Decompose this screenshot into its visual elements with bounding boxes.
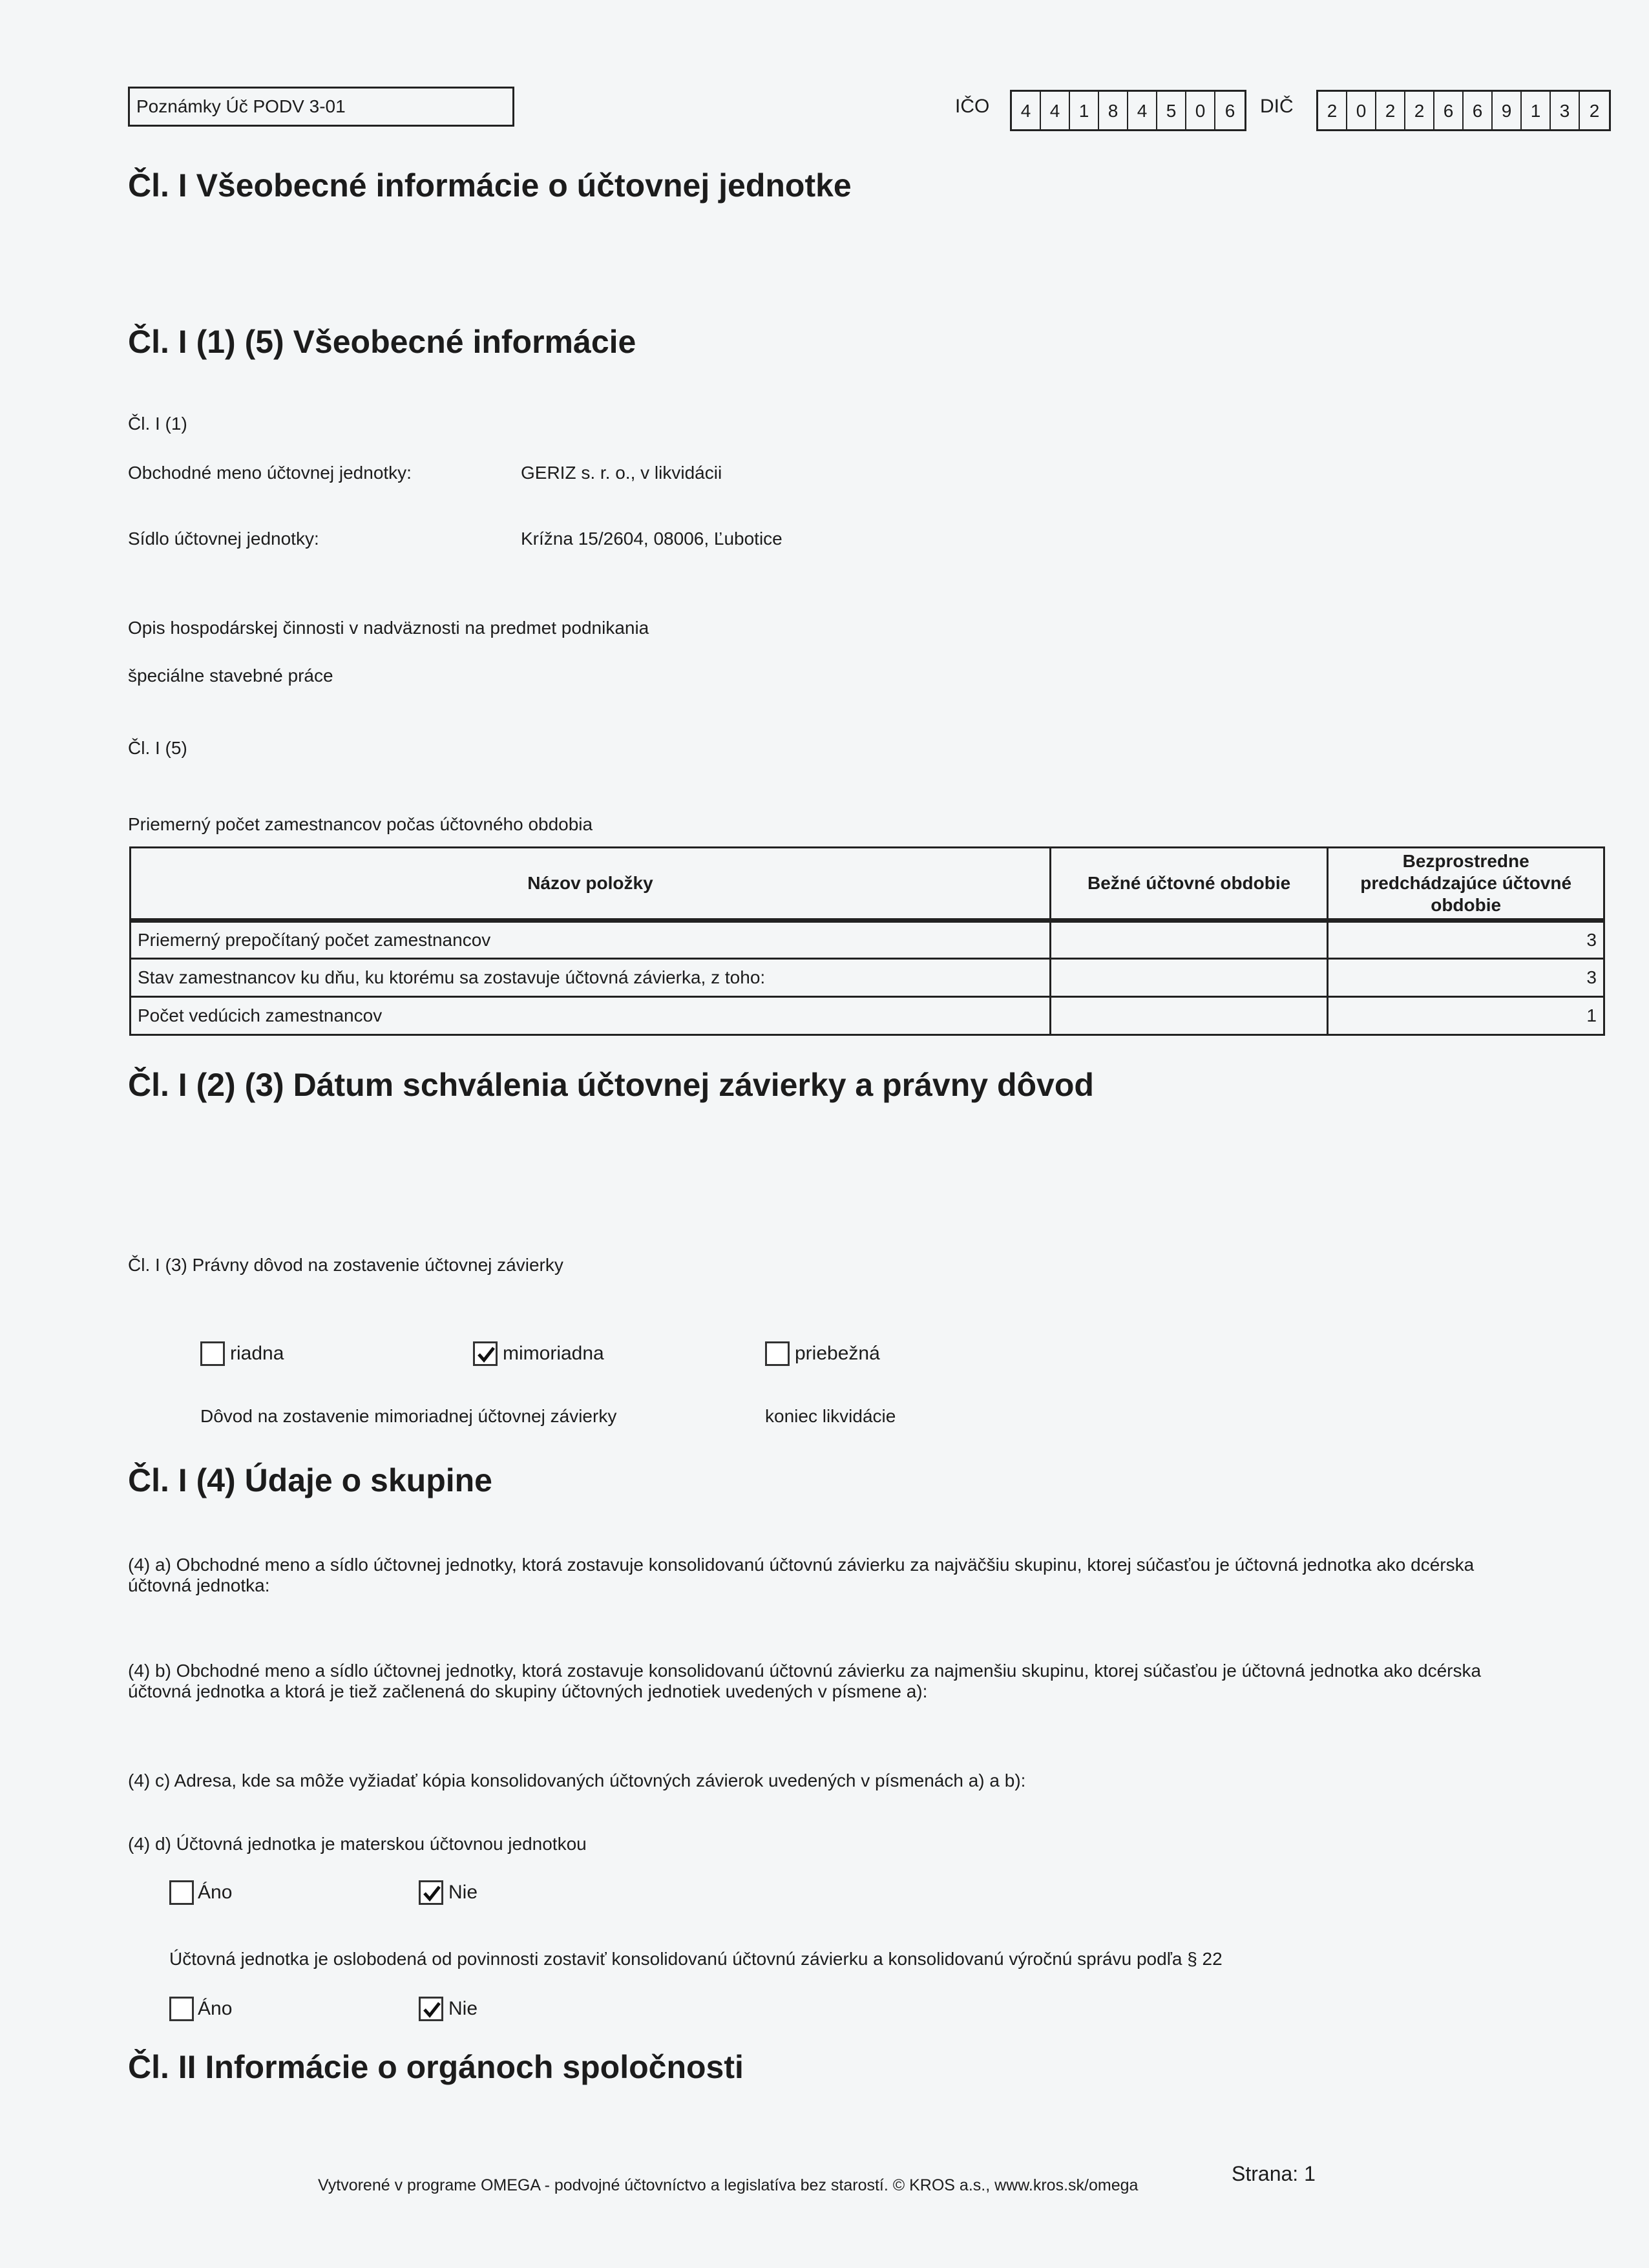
previous-period-cell: 3 <box>1328 921 1604 959</box>
current-period-cell <box>1050 959 1327 997</box>
section-title-general: Čl. I Všeobecné informácie o účtovnej jednotke <box>128 167 852 204</box>
digit-box: 3 <box>1551 92 1580 129</box>
checkbox-exempt-yes-label: Áno <box>198 1998 233 2019</box>
checkmark-icon <box>422 1884 441 1903</box>
row-label: Priemerný prepočítaný počet zamestnancov <box>131 921 1051 959</box>
digit-box: 2 <box>1376 92 1405 129</box>
footer-credit: Vytvorené v programe OMEGA - podvojné účtovníctvo a legislatíva bez starostí. © KROS a.s., www.kros.sk/omega <box>318 2176 1139 2194</box>
ref-label-5: Čl. I (5) <box>128 738 187 758</box>
checkbox-exempt-no-label: Nie <box>448 1998 478 2019</box>
digit-box: 4 <box>1128 92 1157 129</box>
checkbox-parent-no[interactable] <box>419 1880 443 1905</box>
group-item-c: (4) c) Adresa, kde sa môže vyžiadať kópia konsolidovaných účtovných závierok uvedených v písmenách a) a b): <box>128 1770 1026 1790</box>
activity-value: špeciálne stavebné práce <box>128 666 333 686</box>
table-row <box>131 959 1604 997</box>
table-row <box>131 921 1604 959</box>
digit-box: 4 <box>1012 92 1041 129</box>
column-header: Bezprostredne predchádzajúce účtovné obdobie <box>1328 848 1604 921</box>
company-name-value: GERIZ s. r. o., v likvidácii <box>521 463 722 483</box>
digit-box: 4 <box>1041 92 1070 129</box>
exemption-text: Účtovná jednotka je oslobodená od povinnosti zostaviť konsolidovanú účtovnú závierku a konsolidovanú výročnú správu podľa § 22 <box>169 1949 1223 1969</box>
checkbox-interim-label: priebežná <box>795 1343 880 1364</box>
ico-label: IČO <box>955 96 990 117</box>
group-item-b: (4) b) Obchodné meno a sídlo účtovnej jednotky, ktorá zostavuje konsolidovanú účtovnú závierku za najmenšiu skupinu, ktorej súčasťou je účtovná jednotka ako dcérska účtovná jednotka a ktorá je tiež začlenená do skupiny účtovných jednotiek uvedených v písmene a): <box>128 1661 1482 1701</box>
digit-box: 2 <box>1405 92 1434 129</box>
checkbox-extraordinary-label: mimoriadna <box>503 1343 604 1364</box>
previous-period-cell: 3 <box>1328 959 1604 997</box>
checkbox-extraordinary[interactable] <box>473 1341 498 1366</box>
form-code-box: Poznámky Úč PODV 3-01 <box>128 87 514 127</box>
company-name-label: Obchodné meno účtovnej jednotky: <box>128 463 412 483</box>
checkbox-exempt-no[interactable] <box>419 1997 443 2021</box>
column-header: Názov položky <box>131 848 1051 921</box>
group-item-a: (4) a) Obchodné meno a sídlo účtovnej jednotky, ktorá zostavuje konsolidovanú účtovnú závierku za najväčšiu skupinu, ktorej súčasťou je účtovná jednotka ako dcérska účtovná jednotka: <box>128 1555 1475 1595</box>
activity-label: Opis hospodárskej činnosti v nadväznosti na predmet podnikania <box>128 618 649 638</box>
employees-caption: Priemerný počet zamestnancov počas účtovného obdobia <box>128 814 593 834</box>
employees-table <box>129 846 1605 1036</box>
current-period-cell <box>1050 997 1327 1035</box>
dic-digit-boxes <box>1316 90 1611 131</box>
extraordinary-reason-value: koniec likvidácie <box>765 1406 896 1426</box>
table-row <box>131 997 1604 1035</box>
group-item-d: (4) d) Účtovná jednotka je materskou účtovnou jednotkou <box>128 1834 587 1854</box>
extraordinary-reason-label: Dôvod na zostavenie mimoriadnej účtovnej závierky <box>200 1406 617 1426</box>
column-header: Bežné účtovné obdobie <box>1050 848 1327 921</box>
digit-box: 9 <box>1493 92 1522 129</box>
digit-box: 5 <box>1157 92 1186 129</box>
current-period-cell <box>1050 921 1327 959</box>
digit-box: 1 <box>1522 92 1551 129</box>
dic-label: DIČ <box>1260 96 1294 117</box>
section-title-bodies: Čl. II Informácie o orgánoch spoločnosti <box>128 2049 744 2085</box>
checkbox-parent-yes[interactable] <box>169 1880 194 1905</box>
checkbox-parent-yes-label: Áno <box>198 1882 233 1903</box>
table-header-row <box>131 848 1604 921</box>
digit-box: 6 <box>1224 101 1235 121</box>
digit-box: 0 <box>1347 92 1376 129</box>
checkbox-regular-label: riadna <box>230 1343 284 1364</box>
row-label: Počet vedúcich zamestnancov <box>131 997 1051 1035</box>
digit-box: 8 <box>1099 92 1128 129</box>
section-title-approval: Čl. I (2) (3) Dátum schválenia účtovnej závierky a právny dôvod <box>128 1067 1094 1103</box>
digit-box: 2 <box>1318 92 1347 129</box>
company-seat-value: Krížna 15/2604, 08006, Ľubotice <box>521 529 782 549</box>
checkbox-regular[interactable] <box>200 1341 225 1366</box>
checkmark-icon <box>422 2000 441 2019</box>
subsection-title-general-info: Čl. I (1) (5) Všeobecné informácie <box>128 324 636 360</box>
checkbox-exempt-yes[interactable] <box>169 1997 194 2021</box>
ref-label-1: Čl. I (1) <box>128 414 187 434</box>
ico-digit-boxes <box>1010 90 1246 131</box>
section-title-group: Čl. I (4) Údaje o skupine <box>128 1462 492 1498</box>
digit-box: 6 <box>1464 92 1493 129</box>
row-label: Stav zamestnancov ku dňu, ku ktorému sa zostavuje účtovná závierka, z toho: <box>131 959 1051 997</box>
digit-box: 0 <box>1186 92 1215 129</box>
digit-box: 1 <box>1070 92 1099 129</box>
checkmark-icon <box>476 1345 496 1364</box>
page-number: Strana: 1 <box>1232 2162 1316 2185</box>
checkbox-parent-no-label: Nie <box>448 1882 478 1903</box>
digit-box: 6 <box>1434 92 1464 129</box>
company-seat-label: Sídlo účtovnej jednotky: <box>128 529 319 549</box>
checkbox-interim[interactable] <box>765 1341 790 1366</box>
legal-reason-label: Čl. I (3) Právny dôvod na zostavenie účtovnej závierky <box>128 1255 563 1275</box>
digit-box: 2 <box>1589 101 1600 121</box>
previous-period-cell: 1 <box>1328 997 1604 1035</box>
